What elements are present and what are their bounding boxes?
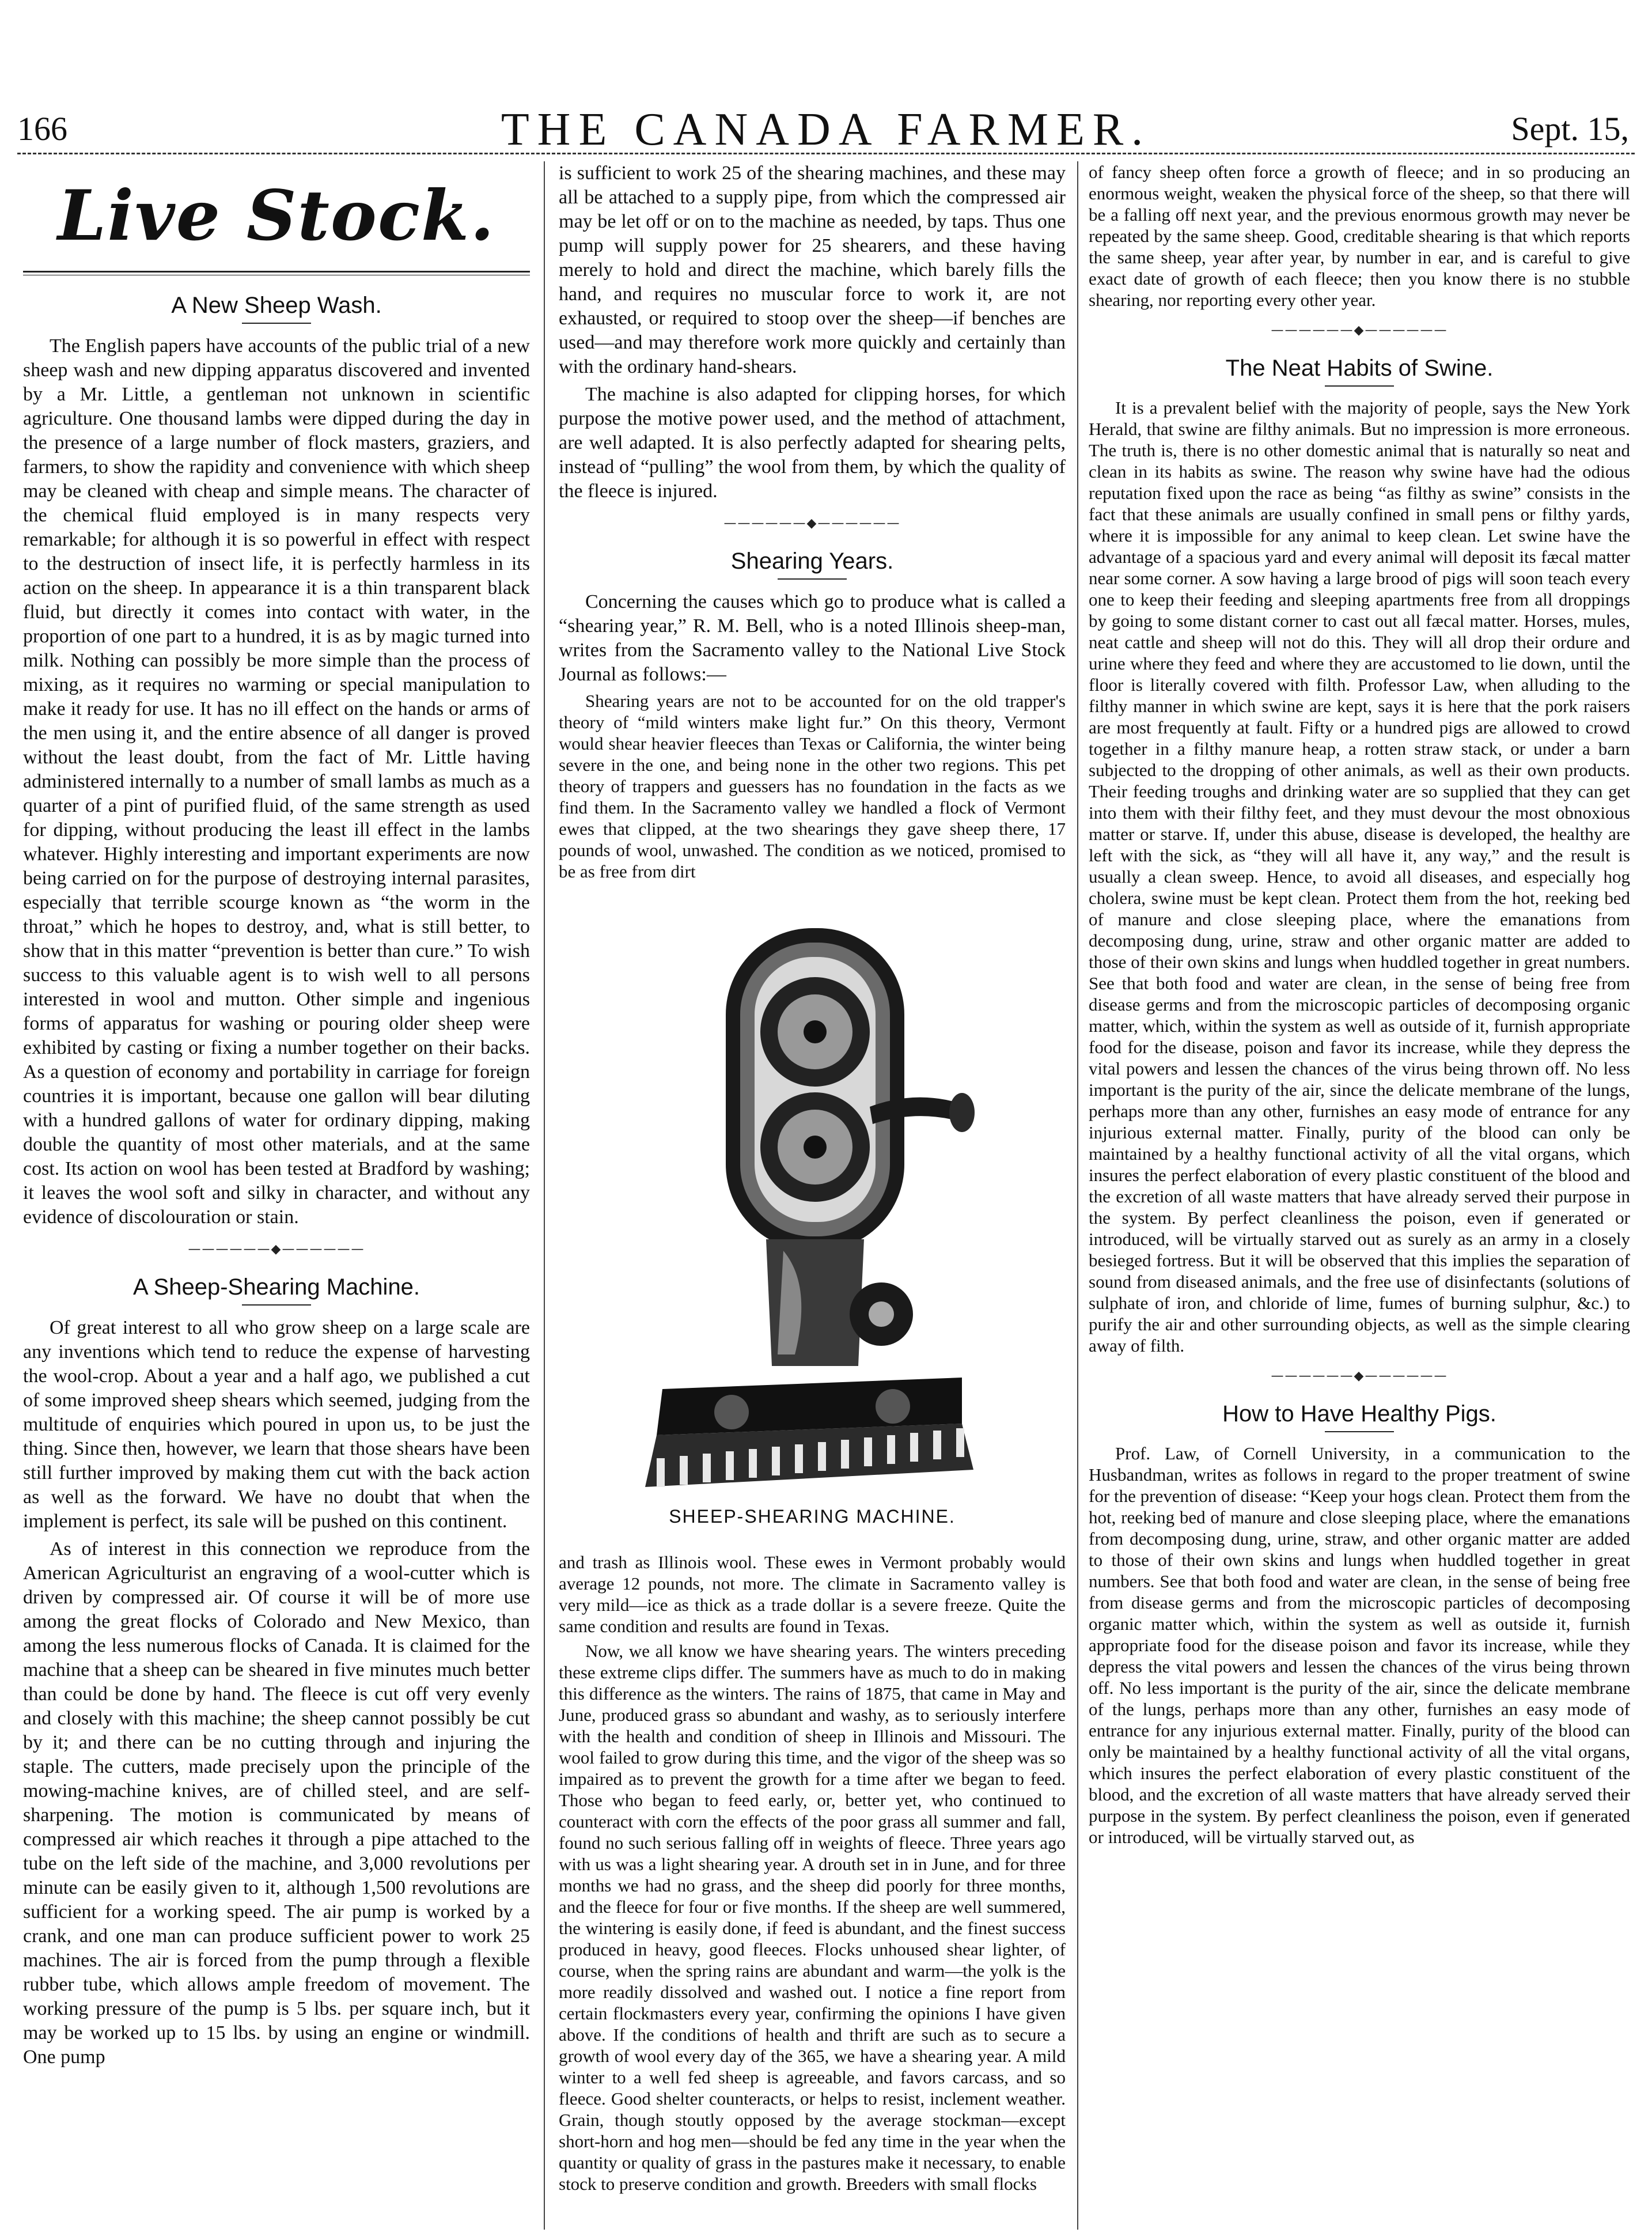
title-underline (242, 1304, 311, 1306)
article-paragraph: Now, we all know we have shearing years. The winters preceding these extreme clips differ. The summers have as much to do in making this difference as the winters. The rains of 1875, that came in May and June, produced grass so abundant and washy, as to seriously interfere with the health and condition of sheep in Illinois and Missouri. The wool failed to grow during this time, and the vigor of the sheep was so impaired as to prevent the growth for a time after we began to feed. Those who began to feed early, or, better yet, who continued to counteract with corn the effects of the poor grass all summer and fall, found no such serious falling off in weights of fleece. Three years ago with us was a light shearing year. A drouth set in in June, and for three months we had no grass, and the sheep did poorly for three months, and the fleece for four or five months. If the sheep are well summered, the wintering is easily done, if feed is abundant, and the finest success produced in heavy, good fleeces. Flocks unhoused shear lighter, of course, when the spring rains are abundant and warm—the yolk is the more readily dissolved and washed out. I notice a fine report from certain flockmasters every year, confirming the opinions I have given above. If the conditions of health and thrift are such as to secure a growth of wool every day of the 365, we have a shearing year. A mild winter to a well fed sheep is agreeable, and favors carcass, and so fleece. Good shelter counteracts, or helps to resist, inclement weather. Grain, though stoutly opposed by the average stockman—except short-horn and hog men—should be fed any time in the year when the quantity or quality of grass in the pastures make it necessary, to enable stock to preserve condition and growth. Breeders with small flocks (559, 1641, 1066, 2194)
article-paragraph: As of interest in this connection we reproduce from the American Agriculturist an engraving of a wool-cutter which is driven by compressed air. Of course it will be of more use among the great flocks of Colorado and New Mexico, than among the less numerous flocks of Canada. It is claimed for the machine that a sheep can be sheared in five minutes much better than could be done by hand. The fleece is cut off very evenly and closely with this machine; the sheep cannot possibly be cut by it; and there can be no cutting through and injuring the staple. The cutters, made precisely upon the principle of the mowing-machine knives, are of chilled steel, and are self-sharpening. The motion is communicated by means of compressed air which reaches it through a pipe attached to the tube on the left side of the machine, and 3,000 revolutions per minute can be easily given to it, although 1,500 revolutions are sufficient for a working speed. The air pump is worked by a crank, and one man can produce sufficient power to work 25 machines. The air is forced from the pump through a flexible rubber tube, which allows ample freedom of movement. The working pressure of the pump is 5 lbs. per square inch, but it may be worked up to 15 lbs. by using an engine or windmill. One pump (23, 1538, 530, 2068)
article-paragraph: Prof. Law, of Cornell University, in a communication to the Husbandman, writes as follows in regard to the proper treatment of swine for the prevention of disease: “Keep your hogs clean. Protect them from the hot, reeking bed of manure and close sleeping place, where the emanations from decomposing dung, urine, straw, and other organic matter are added to those of their own skins and lungs when huddled together in great numbers. See that both food and water are clean, in the sense of being free from disease germs and from the microscopic particles of decomposing organic matter which, within the system as well as outside it, furnish appropriate food for the disease poison and favor its increase, while they depress the vital powers and lessen the chances of the virus being thrown off. No less important is the purity of the air, since the delicate membrane of the lungs, perhaps more than any other, furnishes an easy mode of entrance for any injurious external matter. Finally, purity of the blood can only be maintained by a healthy functional activity of all the vital organs, which insures the perfect elaboration of every plastic constituent of the blood, and the excretion of all waste matters that have already served their purpose in the system. By perfect cleanliness the poison, even if generated or introduced, will be virtually starved out, as (1089, 1443, 1630, 1847)
article-paragraph: is sufficient to work 25 of the shearing machines, and these may all be attached to a supply pipe, from which the compressed air may be let off or on to the machine as needed, by taps. Thus one pump will supply power for 25 shearers, and these having merely to hold and direct the machine, which barely fills the hand, and requires no muscular force to work it, are not exhausted, or required to stoop over the sheep—if benches are used—and may therefore work more quickly and certainly than with the ordinary hand-shears. (559, 162, 1066, 377)
section-separator: ——————◆—————— (1271, 323, 1448, 338)
title-underline (778, 578, 847, 580)
header-divider (17, 153, 1635, 154)
page-number: 166 (17, 110, 67, 147)
department-title: Live Stock. (58, 175, 495, 256)
title-underline (1325, 1431, 1394, 1432)
article-paragraph: of fancy sheep often force a growth of fleece; and in so producing an enormous weight, weaken the physical force of the sheep, so that there will be a falling off next year, and the previous enormous growth may never be repeated by the same sheep. Good, creditable shearing is that which reports the same sheep, year after year, by number in ear, and is careful to give exact date of growth of each fleece; then you know there is no stubble shearing, nor reporting every other year. (1089, 162, 1630, 310)
article-title: How to Have Healthy Pigs. (1222, 1401, 1496, 1427)
column-1 (23, 161, 530, 2230)
column-divider (1077, 161, 1078, 2230)
article-paragraph: Shearing years are not to be accounted for on the old trapper's theory of “mild winters make light fur.” On this theory, Vermont would shear heavier fleeces than Texas or California, the winter being severe in the one, and being none in the other two regions. This pet theory of trappers and guessers has no foundation in the facts as we find them. In the Sacramento valley we handled a flock of Vermont ewes that clipped, at the two shearings they gave sheep there, 17 pounds of wool, unwashed. The condition as we noticed, promised to be as free from dirt (559, 691, 1066, 881)
section-separator: ——————◆—————— (188, 1242, 365, 1257)
figure-caption: SHEEP-SHEARING MACHINE. (669, 1506, 956, 1527)
column-divider (544, 161, 545, 2230)
article-paragraph: The English papers have accounts of the public trial of a new sheep wash and new dipping apparatus discovered and invented by a Mr. Little, a gentleman not unknown in scientific agriculture. One thousand lambs were dipped during the day in the presence of a large number of flock masters, graziers, and farmers, to show the rapidity and convenience with which sheep may be cleaned with cheap and simple means. The character of the chemical fluid employed is in many respects very remarkable; for although it is so powerful in effect with respect to the destruction of insect life, it is perfectly harmless in its action on the sheep. In appearance it is a thin transparent black fluid, but directly it comes into contact with water, in the proportion of one part to a hundred, it is as by magic turned into milk. Nothing can possibly be more simple than the process of mixing, as it requires no warming or special manipulation to make it ready for use. It has no ill effect on the hands or arms of the men using it, and the entire absence of all danger is proved without the least doubt, from the fact of Mr. Little having administered internally to a number of small lambs as much as a quarter of a pint of purified fluid, of the same strength as used for dipping, without producing the least ill effect in the lambs whatever. Highly interesting and important experiments are now being carried on for the purpose of destroying internal parasites, especially that terrible scourge known as “the worm in the throat,” which he hopes to destroy, and, what is still better, to show that in this matter “prevention is better than cure.” To wish success to this valuable agent is to wish well to all persons interested in wool and mutton. Other simple and ingenious forms of apparatus for washing or pouring older sheep were exhibited by casting or fixing a number together on their backs. As a question of economy and portability in carriage for foreign countries it is important, because one gallon will bear diluting with a hundred gallons of water for ordinary dipping, making double the quantity of most other materials, and at the same cost. Its action on wool has been tested at Bradford by washing; it leaves the wool soft and silky in character, and without any evidence of discolouration or stain. (23, 335, 530, 1228)
title-underline (1325, 385, 1394, 387)
article-title: A Sheep-Shearing Machine. (132, 1274, 420, 1300)
issue-date: Sept. 15, (1511, 110, 1629, 147)
section-separator: ——————◆—————— (723, 516, 901, 531)
page-header (0, 0, 1652, 156)
article-title: Shearing Years. (730, 548, 894, 574)
column-2 (559, 161, 1066, 2230)
article-paragraph: It is a prevalent belief with the majority of people, says the New York Herald, that swine are filthy animals. But no impression is more erroneous. The truth is, there is no other domestic animal that is naturally so neat and clean in its habits as swine. The reason why swine have had the odious reputation fixed upon the race as being “as filthy as swine” consists in the fact that these animals are usually confined in small pens or filthy yards, where it is impossible for any animal to keep clean. Let swine have the advantage of a spacious yard and every animal will deposit its fæcal matter near some corner. A sow having a large brood of pigs will soon teach every one to keep their feeding and sleeping apartments free from all droppings by going to some distant corner to cast out all fæcal matter. Horses, mules, neat cattle and sheep will not do this. They will all drop their ordure and urine where they feed and where they are accustomed to lie down, until the floor is literally covered with filth. Professor Law, when alluding to the filthy manner in which swine are kept, says it is here that the pork raisers are most frequently at fault. Fifty or a hundred pigs are allowed to crowd together in a filthy manure heap, a rotten straw stack, or under a barn subjected to the dropping of other animals, as well as their own products. Their feeding troughs and drinking water are so supplied that they can get into them with their filthy feet, and they must devour the most obnoxious matter or starve. If, under this abuse, disease is developed, the healthy are left with the sick, as “they will all have it, any way,” and the result is usually a clean sweep. Hence, to avoid all diseases, and especially hog cholera, swine must be kept clean. Protect them from the hot, reeking bed of manure and close sleeping place, where the emanations from decomposing dung, urine, straw and other organic matter are added to those of their own skins and lungs when huddled together in great numbers. See that both food and water are clean, in the sense of being free from disease germs and from the microscopic particles of decomposing organic matter, which, within the system as well as outside of it, furnish appropriate food for the disease, poison and favor its increase, while they depress the vital powers and lessen the chances of the virus being thrown off. No less important is the purity of the air, since the delicate membrane of the lungs, perhaps more than any other, furnishes an easy mode of entrance for any injurious external matter. Finally, purity of the blood can only be maintained by a healthy functional activity of all the vital organs, which insures the perfect elaboration of every plastic constituent of the blood and the excretion of all waste matters that have already served their purpose in the system. By perfect cleanliness the poison, even if generated or introduced, will be virtually starved out as surely as an army in a closely besieged fortress. But it will be observed that this implies the separation of sound from diseased animals, and the free use of disinfectants (solutions of sulphate of iron, and chloride of lime, fumes of burning sulphur, &c.) to purify the air and other surrounding objects, as well as the simple clearing away of filth. (1089, 398, 1630, 1356)
article-paragraph: The machine is also adapted for clipping horses, for which purpose the motive power used, and the method of attachment, are well adapted. It is also perfectly adapted for shearing pelts, instead of “pulling” the wool from them, by which the quality of the fleece is injured. (559, 384, 1066, 502)
article-title: The Neat Habits of Swine. (1225, 355, 1494, 381)
column-3 (1089, 161, 1630, 2230)
sheep-shearing-machine-illustration (639, 917, 985, 1499)
article-paragraph: Concerning the causes which go to produce what is called a “shearing year,” R. M. Bell, who is a noted Illinois sheep-man, writes from the Sacramento valley to the National Live Stock Journal as follows:— (559, 591, 1066, 685)
article-paragraph: Of great interest to all who grow sheep on a large scale are any inventions which tend to reduce the expense of harvesting the wool-crop. About a year and a half ago, we published a cut of some improved sheep shears which seemed, judging from the multitude of enquiries which poured in upon us, to be just the thing. Since then, however, we learn that those shears have been still further improved by making them cut with the back action as well as the forward. We have no doubt that when the implement is perfect, its sale will be pushed on this continent. (23, 1317, 530, 1532)
section-separator: ——————◆—————— (1271, 1369, 1448, 1383)
department-rule (23, 271, 530, 275)
article-paragraph: and trash as Illinois wool. These ewes in Vermont probably would average 12 pounds, not more. The climate in Sacramento valley is very mild—ice as thick as a trade dollar is a severe freeze. Quite the same condition and results are found in Texas. (559, 1552, 1066, 1636)
title-underline (242, 323, 311, 324)
masthead-title: THE CANADA FARMER. (501, 104, 1151, 155)
article-title: A New Sheep Wash. (171, 293, 382, 318)
engraving-figure (634, 917, 991, 1528)
